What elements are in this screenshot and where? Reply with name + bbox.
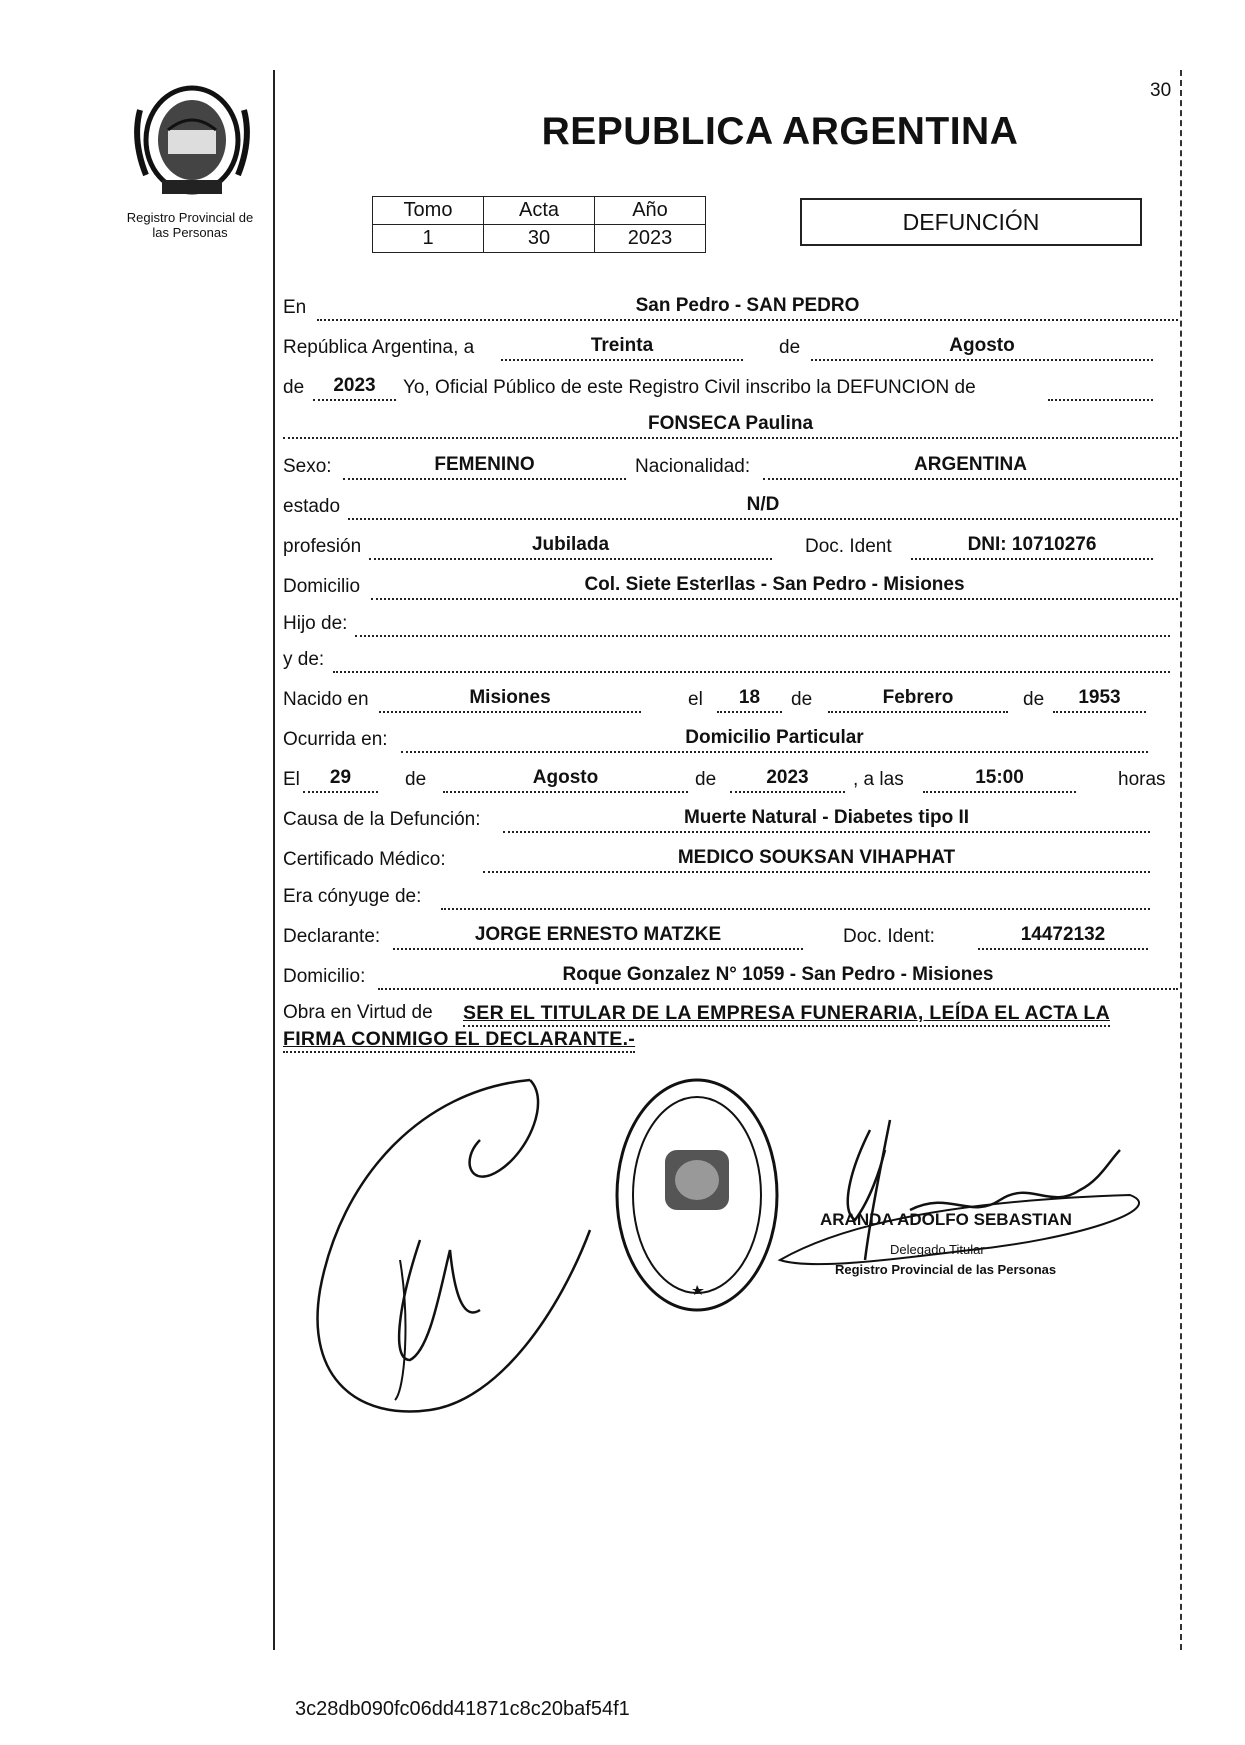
oficial-text: Yo, Oficial Público de este Registro Civil inscribo la DEFUNCION de xyxy=(403,377,976,398)
decl-doc-label: Doc. Ident: xyxy=(843,926,935,947)
causa-value: Muerte Natural - Diabetes tipo II xyxy=(503,805,1150,833)
nac-mes: Febrero xyxy=(828,685,1008,713)
conyuge-blank xyxy=(441,882,1150,910)
row-en xyxy=(283,293,1178,325)
de-label: de xyxy=(779,337,801,358)
el2-label: El xyxy=(283,769,300,790)
nac-dia: 18 xyxy=(717,685,782,713)
row-certificado xyxy=(283,845,1178,877)
row-declarante xyxy=(283,922,1178,954)
def-dia: 29 xyxy=(303,765,378,793)
nac-de-label: de xyxy=(791,689,813,710)
row-domicilio xyxy=(283,572,1178,604)
obra-value-line1: SER EL TITULAR DE LA EMPRESA FUNERARIA, LEÍDA EL ACTA LA xyxy=(463,1002,1110,1027)
page-number: 30 xyxy=(1150,80,1172,101)
row-hijo-de xyxy=(283,609,1178,641)
row-fecha-inscripcion xyxy=(283,333,1178,365)
y-de-blank xyxy=(333,645,1170,673)
left-margin-line xyxy=(273,70,275,1650)
el-label: el xyxy=(688,689,703,710)
row-nacimiento xyxy=(283,685,1178,717)
tomo-value: 1 xyxy=(373,225,484,253)
nacionalidad-label: Nacionalidad: xyxy=(635,456,751,477)
anio-value: 2023 xyxy=(595,225,706,253)
def-hora: 15:00 xyxy=(923,765,1076,793)
row-ocurrida xyxy=(283,725,1178,757)
a-las-label: , a las xyxy=(853,769,904,790)
tomo-header: Tomo xyxy=(373,197,484,225)
def-de2-label: de xyxy=(695,769,717,790)
registry-caption-line2: las Personas xyxy=(152,225,228,240)
obra-value-line2: FIRMA CONMIGO EL DECLARANTE.- xyxy=(283,1028,635,1053)
doc-ident-value: DNI: 10710276 xyxy=(911,532,1153,560)
decl-domicilio-label: Domicilio: xyxy=(283,966,366,987)
declarante-label: Declarante: xyxy=(283,926,381,947)
causa-label: Causa de la Defunción: xyxy=(283,809,481,830)
registry-caption-line1: Registro Provincial de xyxy=(126,210,254,225)
profesion-value: Jubilada xyxy=(369,532,772,560)
nacionalidad-value: ARGENTINA xyxy=(763,452,1178,480)
conyuge-label: Era cónyuge de: xyxy=(283,886,422,907)
domicilio-value: Col. Siete Esterllas - San Pedro - Misiones xyxy=(371,572,1178,600)
hijo-de-label: Hijo de: xyxy=(283,613,348,634)
de2-label: de xyxy=(283,377,305,398)
mes-inscripcion: Agosto xyxy=(811,333,1153,361)
row-domicilio-declarante xyxy=(283,962,1178,994)
row-fecha-defuncion xyxy=(283,765,1178,797)
dia-inscripcion: Treinta xyxy=(501,333,743,361)
hijo-de-blank xyxy=(355,609,1170,637)
doc-ident-label: Doc. Ident xyxy=(805,536,892,557)
anio-inscripcion: 2023 xyxy=(313,373,396,401)
en-value: San Pedro - SAN PEDRO xyxy=(317,293,1178,321)
anio-header: Año xyxy=(595,197,706,225)
row-causa xyxy=(283,805,1178,837)
right-margin-line xyxy=(1180,70,1182,1650)
y-de-label: y de: xyxy=(283,649,325,670)
acta-header: Acta xyxy=(484,197,595,225)
reference-table xyxy=(372,196,706,253)
nac-de2-label: de xyxy=(1023,689,1045,710)
sexo-label: Sexo: xyxy=(283,456,332,477)
row-sexo xyxy=(283,452,1178,484)
nombre-fallecido: FONSECA Paulina xyxy=(283,411,1178,439)
document-hash: 3c28db090fc06dd41871c8c20baf54f1 xyxy=(295,1698,630,1720)
row-y-de xyxy=(283,645,1178,677)
nac-anio: 1953 xyxy=(1053,685,1146,713)
obra-label: Obra en Virtud de xyxy=(283,1002,433,1023)
def-de-label: de xyxy=(405,769,427,790)
republica-label: República Argentina, a xyxy=(283,337,475,358)
decl-doc-value: 14472132 xyxy=(978,922,1148,950)
certificado-value: MEDICO SOUKSAN VIHAPHAT xyxy=(483,845,1150,873)
certificado-label: Certificado Médico: xyxy=(283,849,446,870)
declarante-value: JORGE ERNESTO MATZKE xyxy=(393,922,803,950)
def-anio: 2023 xyxy=(730,765,845,793)
acta-value: 30 xyxy=(484,225,595,253)
en-label: En xyxy=(283,297,307,318)
document-title: REPUBLICA ARGENTINA xyxy=(541,110,1019,153)
official-office: Registro Provincial de las Personas xyxy=(835,1262,1057,1277)
nacido-en-value: Misiones xyxy=(379,685,641,713)
def-mes: Agosto xyxy=(443,765,688,793)
profesion-label: profesión xyxy=(283,536,362,557)
row-nombre xyxy=(283,411,1178,443)
domicilio-label: Domicilio xyxy=(283,576,361,597)
official-name: ARANDA ADOLFO SEBASTIAN xyxy=(820,1210,1072,1229)
declarant-signature xyxy=(300,1060,600,1430)
document-type-box: DEFUNCIÓN xyxy=(800,198,1142,246)
row-conyuge xyxy=(283,882,1178,914)
province-coat-of-arms-logo xyxy=(128,80,256,200)
official-role: Delegado Titular xyxy=(890,1242,985,1257)
ocurrida-label: Ocurrida en: xyxy=(283,729,388,750)
row-profesion xyxy=(283,532,1178,564)
row-obra xyxy=(283,1000,1178,1060)
nacido-en-label: Nacido en xyxy=(283,689,369,710)
estado-label: estado xyxy=(283,496,341,517)
sexo-value: FEMENINO xyxy=(343,452,626,480)
decl-domicilio-value: Roque Gonzalez N° 1059 - San Pedro - Misiones xyxy=(378,962,1178,990)
horas-label: horas xyxy=(1118,769,1166,790)
row-oficial xyxy=(283,373,1178,405)
registry-caption xyxy=(110,210,270,240)
estado-value: N/D xyxy=(348,492,1178,520)
oficial-blank xyxy=(1048,373,1153,401)
registry-official-stamp xyxy=(610,1070,785,1320)
row-estado xyxy=(283,492,1178,524)
ocurrida-value: Domicilio Particular xyxy=(401,725,1148,753)
